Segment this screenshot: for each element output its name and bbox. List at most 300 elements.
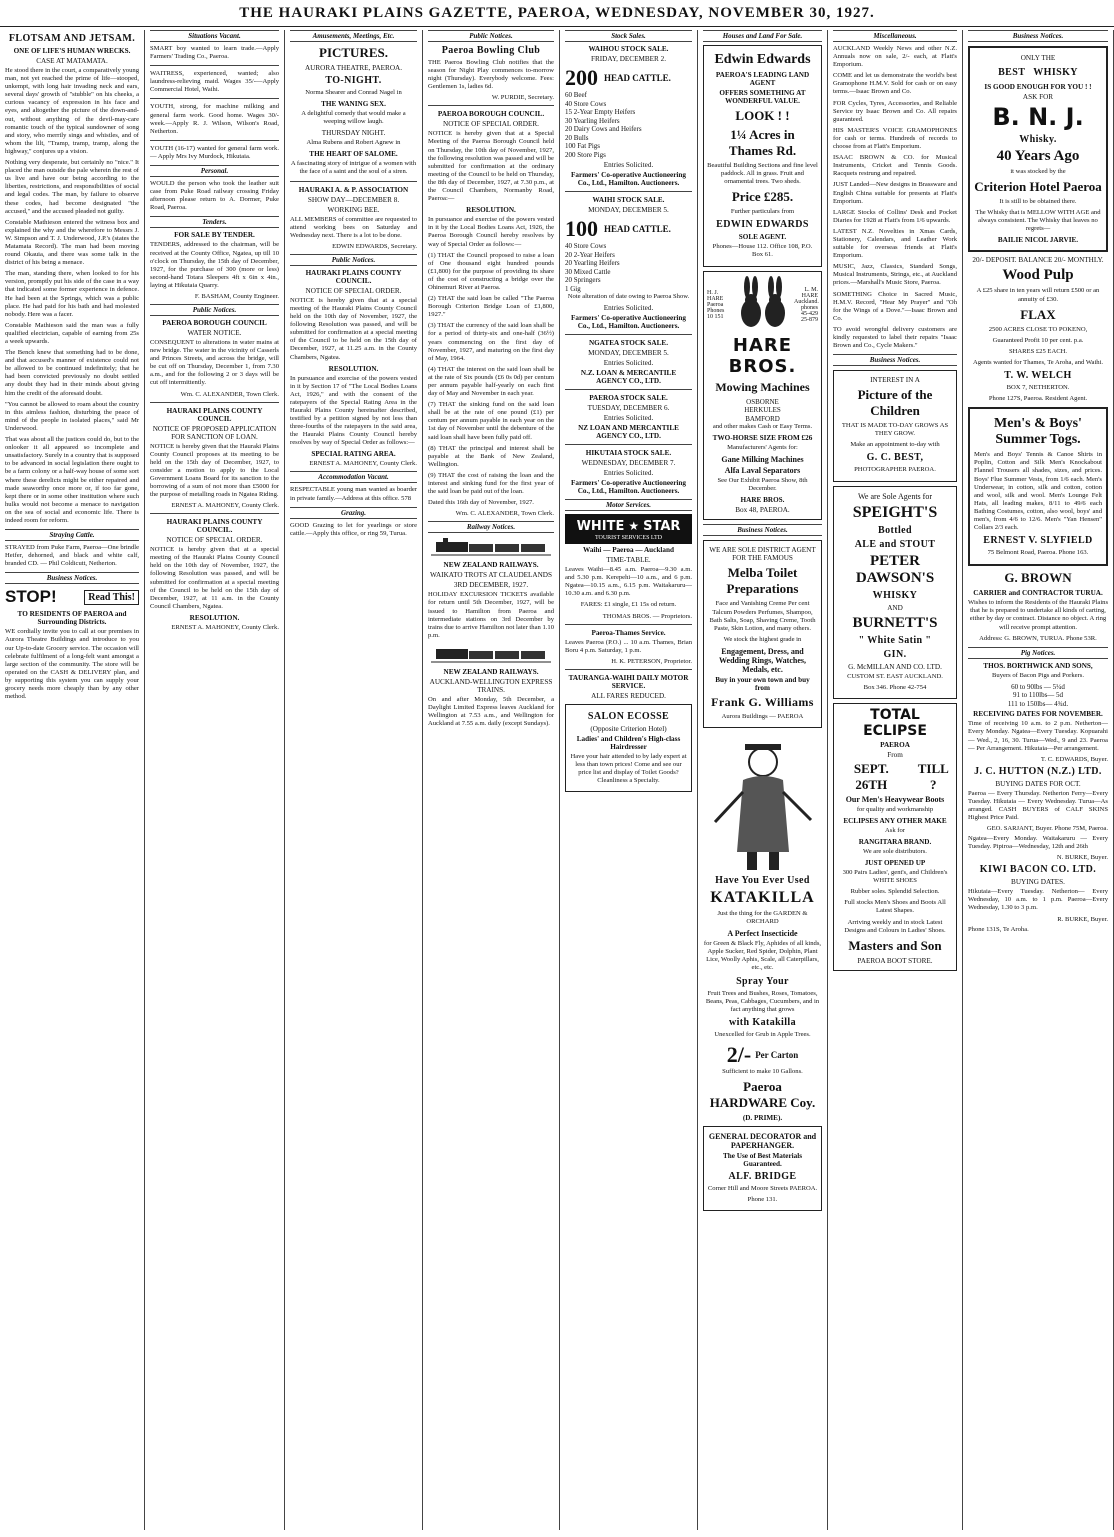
fares-text: FARES: £1 single, £1 15s od return.	[580, 601, 677, 609]
sole-agent: SOLE AGENT.	[738, 233, 787, 242]
column-2	[145, 30, 285, 1530]
salon-name: SALON ECOSSE	[587, 710, 670, 722]
ale-stout: ALE and STOUT	[854, 538, 936, 550]
look-heading: LOOK ! !	[735, 108, 790, 123]
edwards-buyer: T. C. EDWARDS, Buyer.	[1040, 755, 1108, 763]
decorator-heading: GENERAL DECORATOR and PAPERHANGER.	[708, 1132, 817, 1151]
still-obtained: It is still to be obtained there.	[999, 198, 1077, 206]
rubber-soles: Rubber soles. Splendid Selection.	[850, 888, 940, 896]
hare-ad	[703, 271, 822, 521]
film-blurb: A delightful comedy that would make a weeping willow laugh.	[301, 110, 406, 126]
rangitara: RANGITARA BRAND.	[858, 837, 932, 846]
notice-paragraph: THE Paeroa Bowling Club notifies that the season for Night Play commences to-morrow night (Thursday). Everybody welcome. Fees: Gentlemen 1s, ladies 6d.	[428, 59, 554, 91]
entries-solicited: Entries Solicited.	[603, 414, 654, 423]
pig-buyers: Buyers of Bacon Pigs and Porkers.	[992, 671, 1084, 679]
criterion: Criterion Hotel Paeroa	[974, 179, 1102, 195]
stocked-by: it was stocked by the	[1010, 168, 1066, 175]
man-illustration	[703, 732, 823, 872]
two-horse: TWO-HORSE SIZE FROM £26	[712, 434, 813, 443]
route-heading: Waihi — Paeroa — Auckland	[583, 546, 674, 555]
notice-paragraph: CONSEQUENT to alterations in water mains at new bridge. The water in the vicinity of Casserls and Princes Streets, and across the bridge, will be cut off on Thursday, December 1, from 7.30 a.m., and for the following 2 or 3 days will be cut off intermittently.	[150, 338, 279, 387]
gin: GIN.	[883, 648, 907, 660]
appointment: Make an appointment to-day with	[850, 441, 940, 449]
article-paragraph: The man, standing there, when looked to for his version, promptly put his side of the case in a way that indicated some former experience in defence. He had been at the Springs, which was a public place. He had paid for his bath and had molested nobody. Here was a facer.	[5, 270, 139, 318]
paeroa-hardware: Paeroa HARDWARE Coy.	[709, 1079, 816, 1111]
notice-paragraph: NOTICE is hereby given that at a Special Meeting of the Paeroa Borough Council held on Thursday, the 10th day of November, 1927, the following resolution was passed and will be submitted for confirmation at the ordinary meeting of the Council to be held on Thursday, the 8th day of December, 1927, at 7.30 p.m., at the Council Chambers, Normanby Road, Paeroa:—	[428, 130, 554, 203]
burnetts: BURNETT'S	[852, 614, 938, 631]
list-item: 60 Beef	[565, 91, 587, 99]
bridge-ad	[703, 1126, 822, 1211]
opened: JUST OPENED UP	[864, 859, 926, 868]
classified-ad: COME and let us demonstrate the world's best Gramophone H.M.V. Sold for cash or on easy terms.—Isaac Brown and Co.	[833, 72, 957, 96]
agents: Manufacturers' Agents for:	[727, 444, 798, 452]
mcmillan-ad	[833, 486, 957, 699]
alf-bridge: ALF. BRIDGE	[728, 1171, 797, 1183]
guaranteed: Guaranteed Profit 10 per cent. p.a.	[992, 336, 1084, 344]
notice-heading: PAEROA BOROUGH COUNCIL	[162, 318, 267, 327]
list-item: 1 Gig	[565, 284, 581, 293]
mowing-heading: Mowing Machines	[715, 379, 810, 394]
forty-years: 40 Years Ago	[996, 148, 1080, 164]
buy-local: Buy in your own town and buy from	[715, 675, 810, 692]
head-count: 100	[565, 216, 598, 241]
arriving: Arriving weekly and in stock Latest Designs and Colours in Ladies' Shoes.	[844, 918, 946, 934]
sale-date: FRIDAY, DECEMBER 2.	[590, 55, 667, 63]
ask-for: ASK FOR	[1022, 93, 1054, 101]
deposit: 20/- DEPOSIT. BALANCE 20/- MONTHLY.	[972, 256, 1104, 265]
film-blurb: A fascinating story of intrigue of a women with the face of a saint and the soul of a siren.	[290, 160, 417, 176]
column-6	[698, 30, 828, 1530]
picture-heading: Picture of the Children	[857, 387, 933, 419]
slyfield-address: 75 Belmont Road, Paeroa. Phone 163.	[987, 549, 1089, 557]
sale-date: TUESDAY, DECEMBER 6.	[587, 404, 670, 413]
classified-ad: YOUTH (16-17) wanted for general farm work. — Apply Mrs Ivy Murdock, Hikutaia.	[150, 144, 279, 160]
hare-contact-right: L. M. HARE Auckland. phones 45-429 25-879	[794, 286, 819, 323]
classified-ad: WAITRESS, experienced, wanted; also laundress-relieving maid. Wages 35/-—Apply Commercial Hotel, Waihi.	[150, 70, 279, 94]
proprietor: THOMAS BROS. — Proprietors.	[602, 612, 692, 620]
notice-paragraph: (4) THAT the interest on the said loan shall be at the rate of Six pounds (£6 0s 0d) per centum per annum payable half-yearly on each first day of May and November in each year.	[428, 365, 554, 398]
classified-ad: LATEST N.Z. Novelties in Xmas Cards, Stationery, Calendars, and Leather Work suitable for overseas friends at Flatt's Emporium.	[833, 227, 957, 260]
cast-line: Alma Rubens and Robert Agnew in	[306, 139, 401, 147]
acres-text: Beautiful Building Sections and fine level paddock. All in grass. Fruit and ornamental trees. Two sheds.	[707, 162, 818, 186]
sale-heading: HIKUTAIA STOCK SALE.	[585, 449, 672, 458]
notice-heading: Paeroa Bowling Club	[441, 45, 541, 56]
receiving-text: Time of receiving 10 a.m. to 2 p.m. Netherton—Every Monday. Ngatea—Every Tuesday. Kopuarahi — Wed., 2, 16, 30. Turua—Wed., 9 and 23. Paeroa— Per Arrangement. Hikutaia—Per arrangement.	[968, 720, 1108, 752]
full-stocks: Full stocks Men's Shoes and Boots All Latest Shapes.	[844, 899, 946, 915]
notice-paragraph: (3) THAT the currency of the said loan shall be for a period of thirty-six and one-half (36½) years commencing on the first day of November, 1927, and maturing on the first day of May, 1964.	[428, 322, 554, 362]
speights: SPEIGHT'S	[852, 503, 938, 521]
notice-signature: Wm. C. ALEXANDER, Town Clerk.	[455, 510, 554, 518]
entries-solicited: Entries Solicited.	[603, 161, 654, 169]
head-count: 200	[565, 65, 598, 90]
column-1	[0, 30, 145, 1530]
kiwi-bacon: KIWI BACON CO. LTD.	[979, 864, 1097, 876]
notice-signature: ERNEST A. MAHONEY, County Clerk.	[171, 623, 279, 631]
hare-box: Box 48, PAEROA.	[735, 506, 790, 515]
read-this-heading: Read This!	[84, 590, 139, 605]
best-photographer-ad	[833, 370, 957, 481]
notice-subheading: RESOLUTION.	[328, 364, 379, 373]
with-katakilla: with Katakilla	[729, 1016, 796, 1028]
classified-ad: AUCKLAND Weekly News and other N.Z. Annuals now on sale, 2/- each, at Flatt's Emporium.	[833, 45, 957, 69]
mellow: The Whisky that is MELLOW WITH AGE and always consistent. The Whisky that leaves no regrets—	[975, 209, 1101, 233]
pig-rates	[968, 683, 1108, 709]
ask-for: Ask for	[885, 826, 905, 834]
notice-paragraph: (7) THAT the sinking fund on the said loan shall be at the rate of one pound (£1) per centum per annum payable in each year on the 1st day of November until the debenture of the said loan shall have been fully paid off.	[428, 401, 554, 441]
katakilla-question: Have You Ever Used	[715, 875, 810, 886]
notice-paragraph: (9) THAT the cost of raising the loan and the interest and sinking fund for the first year of the said loan be paid out of the loan.	[428, 471, 554, 496]
togs-text: Men's and Boys' Tennis & Canoe Shirts in Poplin, Cotton and Silk Men's Knockabout Flannel Trousers all shades, sizes, and prices. Boys' Flue Summer Vests, from 1/6 each. Men's Underwear, in cotton, silk and cotton, cotton and wool, silk and wool. Men's Lounge Felt Hats, all leading makes, 8/11 to 49/6 each Bathing Costumes, cotton, also wool, boys' and men's, from 4/6 to 12/6. Men's "Yan Hensen" Collars 2/3 each.	[974, 451, 1102, 532]
edwards-subtitle: PAEROA'S LEADING LAND AGENT	[715, 71, 810, 87]
notice-paragraph: In pursuance and exercise of the powers vested in it by the Local Bodies Loans Act, 1926, the Paeroa Borough Council hereby resolves by way of Special Order as follows:—	[428, 216, 554, 248]
made-today: THAT IS MADE TO-DAY GROWS AS THEY GROW.	[841, 422, 949, 438]
section-heading: Public Notices.	[290, 254, 417, 266]
service-heading: Paeroa-Thames Service.	[591, 628, 666, 637]
list-item: 40 Store Cows	[565, 99, 607, 108]
buying-oct: BUYING DATES FOR OCT.	[995, 779, 1081, 788]
sarjant: GEO. SARJANT, Buyer. Phone 75M, Paeroa.	[986, 825, 1108, 833]
auctioneer: Farmers' Co-operative Auctioneering Co., Ltd., Hamilton. Auctioneers.	[571, 171, 686, 187]
notice-paragraph: (1) THAT the Council proposed to raise a loan of One thousand eight hundred pounds (£1,800) for the purpose of providing its share of the cost of constructing a bridge over the Ohinemuri River at Paeroa.	[428, 251, 554, 291]
classified-ad: SMART boy wanted to learn trade.—Apply Farmers' Trading Co., Paeroa.	[150, 45, 279, 61]
rabbit-illustration	[733, 275, 793, 335]
notice-heading: PAEROA BOROUGH COUNCIL.	[437, 110, 545, 119]
notice-subheading: RESOLUTION.	[466, 206, 516, 215]
agents-wanted: Agents wanted for Thames, Te Aroha, and Waihi.	[972, 358, 1104, 366]
sale-note: Note alteration of date owing to Paeroa Show.	[567, 293, 690, 300]
classified-ad: WOULD the person who took the leather suit case from Puke Road railway crossing Friday afternoon please return to A. Dormer, Puke Road, Paeroa.	[150, 180, 279, 212]
notice-subheading: 3RD DECEMBER, 1927.	[453, 581, 529, 590]
burke: N. BURKE, Buyer.	[1056, 854, 1108, 862]
film-title: THE WANING SEX.	[321, 100, 386, 109]
quality: for quality and workmanship	[856, 805, 934, 813]
auctioneer: Farmers' Co-operative Auctioneering Co., Ltd., Hamilton. Auctioneers.	[571, 479, 686, 496]
section-heading: Motor Services.	[565, 499, 692, 511]
section-heading: Straying Cattle.	[5, 529, 139, 541]
total-eclipse: TOTAL ECLIPSE	[863, 706, 927, 739]
gc-best: G. C. BEST,	[866, 452, 924, 464]
article-paragraph: He stood there in the court, a comparatively young man, not yet reached the prime of life—stooped, unkempt, with long hair invading neck and ears, several days' growth of "stubble" on his cheeks, a curious vacancy of expression in his face and eyes, and altogether the picture of the down-and-out, without anything of the devil-may-care romantic touch of the typical sundowner of song and story, who merrily sings and whistles, and of whom the lilt, "Tramp, tramp, tramp, along the highway," conjures up a vision.	[5, 67, 139, 155]
sole-agents: We are Sole Agents for	[858, 491, 932, 501]
particulars: Further particulars from	[730, 208, 795, 216]
notice-paragraph: (2) THAT the said loan be called "The Paeroa Borough Criterion Bridge Loan of £1,800, 1927."	[428, 295, 554, 319]
head-cattle-label: HEAD CATTLE.	[604, 73, 671, 83]
spray-heading: Spray Your	[736, 975, 789, 987]
rings: Engagement, Dress, and Wedding Rings, Watches, Medals, etc.	[719, 646, 806, 674]
edwards-ad	[703, 45, 822, 267]
stock-text: We stock the highest grade in	[723, 635, 802, 643]
hare-contact-left: H. J. HARE Paeroa Phones 10 151	[707, 289, 725, 320]
section-heading: Business Notices.	[5, 572, 139, 584]
section-heading: Business Notices.	[833, 354, 957, 366]
train-illustration	[431, 536, 551, 558]
classified-ad: JUST Landed—New designs in Brassware and English China suitable for presents at Flatt's Emporium.	[833, 181, 957, 205]
notice-signature: W. PURDIE, Secretary.	[491, 94, 554, 102]
sale-heading: PAEROA STOCK SALE.	[589, 394, 668, 403]
column-5	[560, 30, 698, 1530]
carrier: CARRIER and CONTRACTOR TURUA.	[973, 589, 1103, 598]
wood-pulp: Wood Pulp	[1002, 267, 1074, 284]
theatre-name: AURORA THEATRE, PAEROA.	[304, 64, 403, 72]
notice-heading: HAURAKI PLAINS COUNTY COUNCIL.	[305, 268, 402, 285]
williams-name: Frank G. Williams	[711, 694, 814, 709]
kiwi-phone: Phone 131S, Te Aroha.	[968, 925, 1029, 933]
stock-list	[565, 242, 692, 293]
column-3	[285, 30, 423, 1530]
section-heading: Pig Notices.	[968, 647, 1108, 659]
eclipses: ECLIPSES ANY OTHER MAKE	[843, 816, 947, 825]
section-heading: Accommodation Vacant.	[290, 471, 417, 483]
stock-list	[565, 91, 692, 159]
sale-date: MONDAY, DECEMBER 5.	[588, 206, 669, 214]
hare-logo: HARE BROS.	[728, 334, 797, 377]
white-star-logo: WHITE ★ STAR TOURIST SERVICES LTD	[565, 514, 692, 544]
hutton: J. C. HUTTON (N.Z.) LTD.	[974, 765, 1102, 777]
mcmillan-box: Box 346. Phone 42-754	[863, 683, 927, 691]
prime: (D. PRIME).	[742, 1114, 783, 1123]
section-heading: Houses and Land For Sale.	[703, 30, 822, 42]
notice-heading: NEW ZEALAND RAILWAYS.	[443, 667, 539, 676]
whisky: WHISKY	[1033, 67, 1078, 78]
makes-list	[707, 398, 818, 424]
eclipse-start: SEPT. 26TH	[853, 760, 889, 792]
section-heading: Amusements, Meetings, Etc.	[290, 30, 417, 42]
notice-heading: HAURAKI PLAINS COUNTY COUNCIL.	[166, 518, 263, 535]
gane: Gane Milking Machines	[721, 455, 804, 465]
katakilla-logo: KATAKILLA	[710, 889, 815, 906]
section-heading: Public Notices.	[428, 30, 554, 42]
list-item: 15 2-Year Empty Heifers	[565, 108, 636, 116]
slyfield: ERNEST V. SLYFIELD	[983, 535, 1093, 547]
classified-ad: ISAAC BROWN & CO. for Musical Instruments, Cricket and Tennis Goods. Racquets restrung and repaired.	[833, 154, 957, 178]
borthwick: THOS. BORTHWICK AND SONS,	[983, 661, 1093, 670]
service-subheading: ALL FARES REDUCED.	[591, 691, 666, 700]
masters-son: Masters and Son	[848, 937, 942, 953]
classified-ad: LARGE Stocks of Collins' Desk and Pocket Diaries for 1928 at Flatt's from 1/6 upwards.	[833, 208, 957, 224]
list-item: 111 to 150lbs— 4¾d.	[1007, 699, 1069, 708]
edwards-offer: OFFERS SOMETHING AT WONDERFUL VALUE.	[719, 89, 806, 105]
alfa: Alfa Laval Separators	[724, 466, 801, 476]
notice-signature: EDWIN EDWARDS, Secretary.	[332, 242, 417, 250]
film-title: THE HEART OF SALOME.	[309, 150, 398, 159]
thursday-heading: THURSDAY NIGHT.	[321, 129, 386, 138]
article-paragraph: That was about all the justices could do, but to the onlooker it all appeared so incomplete and unsatisfactory. Surely in a country that is supposed to be advanced in social legislation there ought to be a farm colony or a half-way house of some sort where these derelicts might be either repaired and made seaworthy once more or, if too far gone, kept there or in some other institution where such hulks would not become a menace to navigation on the sea of social and economic life. There is indeed room for reform.	[5, 436, 139, 524]
notice-subheading: NOTICE OF PROPOSED APPLICATION FOR SANCTION OF LOAN.	[152, 424, 277, 441]
notice-subheading: NOTICE OF SPECIAL ORDER.	[166, 536, 263, 545]
notice-signature: F. BASHAM, County Engineer.	[194, 292, 279, 300]
notice-heading: NEW ZEALAND RAILWAYS.	[443, 561, 539, 570]
article-headline: FLOTSAM AND JETSAM.	[8, 33, 136, 44]
entries-solicited: Entries Solicited.	[603, 359, 654, 368]
section-heading: Miscellaneous.	[833, 30, 957, 42]
hare-name: HARE BROS.	[740, 496, 785, 505]
auctioneer: NZ LOAN AND MERCANTILE AGENCY CO., LTD.	[578, 424, 679, 441]
auctioneer: Farmers' Co-operative Auctioneering Co., Ltd., Hamilton. Auctioneers.	[571, 314, 686, 331]
insecticide-heading: A Perfect Insecticide	[727, 929, 798, 939]
head-cattle-label: HEAD CATTLE.	[604, 224, 671, 234]
peter-dawson: PETER DAWSON'S	[855, 552, 935, 586]
g-brown: G. BROWN	[1004, 570, 1072, 586]
classified-ad: YOUTH, strong, for machine milking and general farm work. Good home. Wages 30/-week.—Apply R. J. Wilson, Wilson's Road, Netherton.	[150, 103, 279, 135]
notice-signature: Wm. C. ALEXANDER, Town Clerk.	[180, 390, 279, 398]
white-satin: " White Satin "	[858, 634, 932, 646]
exhibit: See Our Exhibit Paeroa Show, 8th December.	[717, 477, 808, 493]
list-item: 40 Store Cows	[565, 242, 607, 250]
list-item: 30 Yearling Heifers	[565, 116, 620, 125]
williams-address: Aurora Buildings — PAEROA	[721, 712, 804, 720]
notice-subheading: WATER NOTICE.	[187, 328, 242, 337]
melba-pre: WE ARE SOLE DISTRICT AGENT FOR THE FAMOUS	[709, 546, 816, 563]
sale-heading: NGATEA STOCK SALE.	[588, 339, 669, 348]
list-item: 200 Store Pigs	[565, 150, 606, 159]
interest: INTEREST IN A	[870, 376, 920, 385]
section-heading: Business Notices.	[703, 524, 822, 536]
spray-text: Fruit Trees and Bushes, Roses, Tomatoes, Beans, Peas, Cabbages, Cucumbers, and in fact anything that grows	[705, 989, 820, 1013]
article-paragraph: The Bench knew that something had to be done, and that accused's manner of existence could not be allowed to be continued indefinitely; that he had been convicted previously no doubt settled any doubt they had in their minds about giving him the credit of the aforesaid doubt.	[5, 349, 139, 397]
notice-heading: HAURAKI PLAINS COUNTY COUNCIL	[166, 406, 263, 423]
salon-heading: Ladies' and Children's High-class Hairdresser	[576, 734, 681, 751]
article-subhead: CASE AT MATAMATA.	[36, 57, 108, 65]
unexcelled: Unexcelled for Grub in Apple Trees.	[714, 1030, 811, 1038]
article-subhead: ONE OF LIFE'S HUMAN WRECKS.	[13, 47, 131, 55]
sale-date: WEDNESDAY, DECEMBER 7.	[581, 459, 676, 468]
katakilla-price: 2/-	[726, 1041, 752, 1067]
whisky: WHISKY	[872, 589, 918, 601]
section-heading: Situations Vacant.	[150, 30, 279, 42]
flax: FLAX	[1020, 306, 1056, 322]
notice-paragraph: (8) THAT the principal and interest shall be payable at the Bank of New Zealand, Wellington.	[428, 444, 554, 468]
sole-distributors: We are sole distributors.	[863, 847, 927, 855]
salon-text: Have your hair attended to by lady expert at less than town prices! Come and see our price list and display of Toilet Goods? Cleanliness a Specialty.	[570, 752, 687, 785]
notice-subheading: NOTICE OF SPECIAL ORDER.	[443, 120, 539, 129]
train-illustration	[431, 643, 551, 665]
notice-paragraph: In pursuance and exercise of the powers vested in it by Section 17 of "The Local Bodies Loans Act, 1926," and with the consent of the ratepayers of the Special Rating Area in the Hauraki Plains County hereinafter described, testified by a petition signed by not less than three-fourths of the ratepayers in the said area, the Hauraki Plains County Council hereby resolves by way of Special Order as follows:—	[290, 374, 417, 447]
shares: SHARES £25 EACH.	[1008, 347, 1068, 355]
article-paragraph: Nothing very desperate, but certainly no "nice." It placed the man outside the pale wherein the rest of us live and have our being according to the liberties, restrictions, and responsibilities of social and legal codes. The man, by failure to observe these codes, had become designated "the accused," and the accused pleaded not guilty.	[5, 159, 139, 215]
list-item: 20 Yearling Heifers	[565, 259, 620, 267]
tonight-heading: TO-NIGHT.	[325, 75, 382, 86]
list-item: 91 to 110lbs— 5d	[1012, 691, 1064, 700]
notice-heading: HAURAKI A. & P. ASSOCIATION	[298, 185, 409, 194]
acres-heading: 1¼ Acres in Thames Rd.	[728, 127, 797, 158]
list-item: 100 Fat Pigs	[565, 142, 601, 150]
slyfield-ad	[968, 407, 1108, 566]
timetable-heading: TIME-TABLE.	[606, 556, 651, 565]
terms: and other makes Cash or Easy Terms.	[712, 423, 813, 431]
price: Price £285.	[731, 189, 794, 205]
classified-ad: MUSIC, Jazz, Classics, Standard Songs, Musical Instruments, Strings, etc., at Auckland prices.—Marshall's Music Store, Paeroa.	[833, 263, 957, 287]
timetable-text: Leaves Waihi—8.45 a.m. Paeroa—9.30 a.m. and 5.30 p.m. Kerepehi—10 a.m., and 6 p.m. Ngatea—10.15 a.m., 6.15 p.m. Waitakaruru—10.30 a.m. and 6.30 p.m.	[565, 566, 692, 598]
ad-paragraph: WE cordially invite you to call at our premises in Aurora Theatre Buildings and introduce to you our Up-to-date Grocery service. The occasion will celebrate fulfilment of a long-felt want amongst a large section of the community. The store will be operated on the CASH & DELIVERY plan, and by supporting this system you can supply your grocery needs more cheaply than by any other method.	[5, 628, 139, 701]
notice-subheading: WAIKATO TROTS AT CLAUDELANDS	[430, 571, 552, 580]
welch-box: BOX 7, NETHERTON.	[1006, 384, 1070, 392]
heavywear: Our Men's Heavywear Boots	[845, 794, 945, 804]
column-4	[423, 30, 560, 1530]
melba-text: Face and Vanishing Creme Per cent Talcum Powders Perfumes, Shampoo, Bath Salts, Soap, Shaving Creme, Tooth Paste, Skin Lotion, and many others.	[709, 600, 816, 632]
notice-signature: ERNEST A. MAHONEY, County Clerk.	[171, 502, 279, 510]
service-heading: TAURANGA-WAIHI DAILY MOTOR SERVICE.	[568, 673, 689, 690]
phones: Phones—House 112. Office 108, P.O. Box 61.	[712, 243, 813, 259]
white-shoes: 300 Pairs Ladies', gent's, and Children's WHITE SHOES	[842, 869, 948, 885]
welch: T. W. WELCH	[1004, 370, 1072, 382]
notice-paragraph: HOLIDAY EXCURSION TICKETS available for return until 5th December, 1927, will be issued to Hamilton from Paeroa and intermediate stations on 3rd December by trains due to arrive Hamilton not later than 1.10 p.m.	[428, 591, 554, 639]
notice-subheading: AUCKLAND-WELLINGTON EXPRESS TRAINS.	[429, 677, 553, 694]
notice-paragraph: NOTICE is hereby given that at a special meeting of the Hauraki Plains County Council held on the 10th day of November, 1927, the following Resolution was passed, and will be submitted for confirmation at a special meeting of the Council to be held on the 15th day of December, 1927, at 11.25 a.m. in the County Chambers, Ngatea.	[290, 296, 417, 361]
notice-date: Dated this 16th day of November, 1927.	[428, 499, 534, 507]
wood-text: A £25 share in ten years will return £500 or an annuity of £30.	[976, 287, 1100, 303]
sufficient: Sufficient to make 10 Gallons.	[722, 1067, 803, 1075]
alf-phone: Phone 131.	[747, 1196, 778, 1204]
classified-ad: FOR Cycles, Tyres, Accessories, and Reliable Service try Isaac Brown and Co. All repairs guaranteed.	[833, 99, 957, 123]
notice-subheading: NOTICE OF SPECIAL ORDER.	[305, 286, 402, 295]
bnj-whisky: Whisky.	[1019, 134, 1057, 145]
column-8	[963, 30, 1114, 1530]
article-paragraph: Constable Mathieson said the man was a fully qualified electrician, capable of earning from 25s a week upwards.	[5, 321, 139, 345]
notice-signature: ERNEST A. MAHONEY, County Clerk.	[309, 460, 417, 468]
only-the: ONLY THE	[1020, 54, 1056, 62]
ad-subhead: TO RESIDENTS OF PAEROA and Surrounding Districts.	[17, 610, 127, 627]
list-item: 20 Bulls	[565, 133, 589, 142]
eclipse-end: TILL ?	[917, 760, 949, 792]
salon-ad	[565, 704, 692, 792]
custom-st: CUSTOM ST. EAST AUCKLAND.	[847, 672, 943, 680]
list-item: 30 Mixed Cattle	[565, 267, 611, 276]
salon-location: (Opposite Criterion Hotel)	[590, 724, 667, 733]
column-7	[828, 30, 963, 1530]
notice-paragraph: NOTICE is hereby given that at a special meeting of the Hauraki Plains County Council held on the 10th day of November, 1927, the following Resolution was passed, and will be submitted for confirmation at a special meeting of the Council to be held on the 15th day of December, 1927, at 11 a.m. in the County Council Chambers, Ngatea.	[150, 546, 279, 610]
good-enough: IS GOOD ENOUGH FOR YOU ! !	[984, 83, 1092, 91]
notice-heading: FOR SALE BY TENDER.	[174, 231, 255, 240]
notice-subheading: SPECIAL RATING AREA.	[311, 450, 396, 459]
per-carton: Per Carton	[755, 1049, 799, 1060]
mcmillan: G. McMILLAN AND CO. LTD.	[848, 662, 942, 671]
sale-heading: WAIHI STOCK SALE.	[592, 196, 665, 204]
cast-line: Norma Shearer and Conrad Nagel in	[305, 89, 402, 96]
classified-ad: SOMETHING Choice in Sacred Music, H.M.V. Record, "Hear My Prayer" and "Oh for the Wings of a Dove."—Isaac Brown and Co.	[833, 290, 957, 322]
sale-date: MONDAY, DECEMBER 5.	[588, 349, 669, 358]
notice-paragraph: ALL MEMBERS of committee are requested to attend working bees on Saturday and Wednesday next. There is a lot to be done.	[290, 215, 417, 239]
brown-address: Address: G. BROWN, TURUA. Phone 53R.	[979, 634, 1097, 642]
melba-heading: Melba Toilet Preparations	[726, 565, 799, 597]
list-item: 20 Springers	[565, 276, 601, 284]
list-item: 60 to 90lbs — 5¼d	[1011, 682, 1065, 691]
masters-ad	[833, 703, 957, 971]
classified-ad: RESPECTABLE young man wanted as boarder in private family.—Address at this office. 578	[290, 486, 417, 502]
service-text: Leaves Paeroa (P.O.) ... 10 a.m. Thames, Brian Boru 4 p.m. Saturday, 1 p.m.	[565, 638, 692, 654]
summer-togs: Men's & Boys' Summer Togs.	[994, 416, 1082, 448]
alf-address: Corner Hill and Moore Streets PAEROA.	[707, 1185, 818, 1193]
list-item: HERKULES	[744, 406, 781, 415]
edwards-name-2: EDWIN EDWARDS	[716, 219, 809, 231]
bailie: BAILIE NICOL JARVIE.	[997, 236, 1079, 245]
entries-solicited: Entries Solicited.	[603, 469, 654, 478]
williams-ad	[703, 540, 822, 728]
section-heading: Grazing.	[290, 507, 417, 519]
section-heading: Stock Sales.	[565, 30, 692, 42]
section-heading: Public Notices.	[150, 304, 279, 316]
insecticide-text: for Green & Black Fly, Aphides of all kinds, Apple Sucker, Red Spider, Dolphin, Plant Lice, Woolly Aphis, Scale, all Caterpillars, etc., etc.	[703, 940, 822, 972]
notice-subheading: SHOW DAY—DECEMBER 8.	[307, 195, 400, 204]
katakilla-tagline: Just the thing for the GARDEN & ORCHARD	[717, 910, 808, 926]
notice-paragraph: On and after Monday, 5th December, a Daylight Limited Express leaves Auckland for Wellington at 7.53 a.m., and Wellington for Auckland at 7.55 a.m. daily (except Sundays).	[428, 695, 554, 728]
notice-subheading: RESOLUTION.	[189, 613, 240, 622]
buying-dates: BUYING DATES.	[1011, 878, 1065, 887]
photographer: PHOTOGRAPHER PAEROA.	[854, 466, 936, 474]
classified-ad: HIS MASTER'S VOICE GRAMOPHONES for cash or terms. Hundreds of records to choose from at Flatt's Emporium.	[833, 126, 957, 151]
kiwi-text: Hikutaia—Every Tuesday. Netherton— Every Wednesday, 10 a.m. to 1 p.m. Paeroa—Every Wednesday, 1.30 to 3 p.m.	[968, 888, 1108, 912]
section-heading: Business Notices.	[968, 30, 1108, 42]
receiving: RECEIVING DATES FOR NOVEMBER.	[973, 710, 1103, 719]
